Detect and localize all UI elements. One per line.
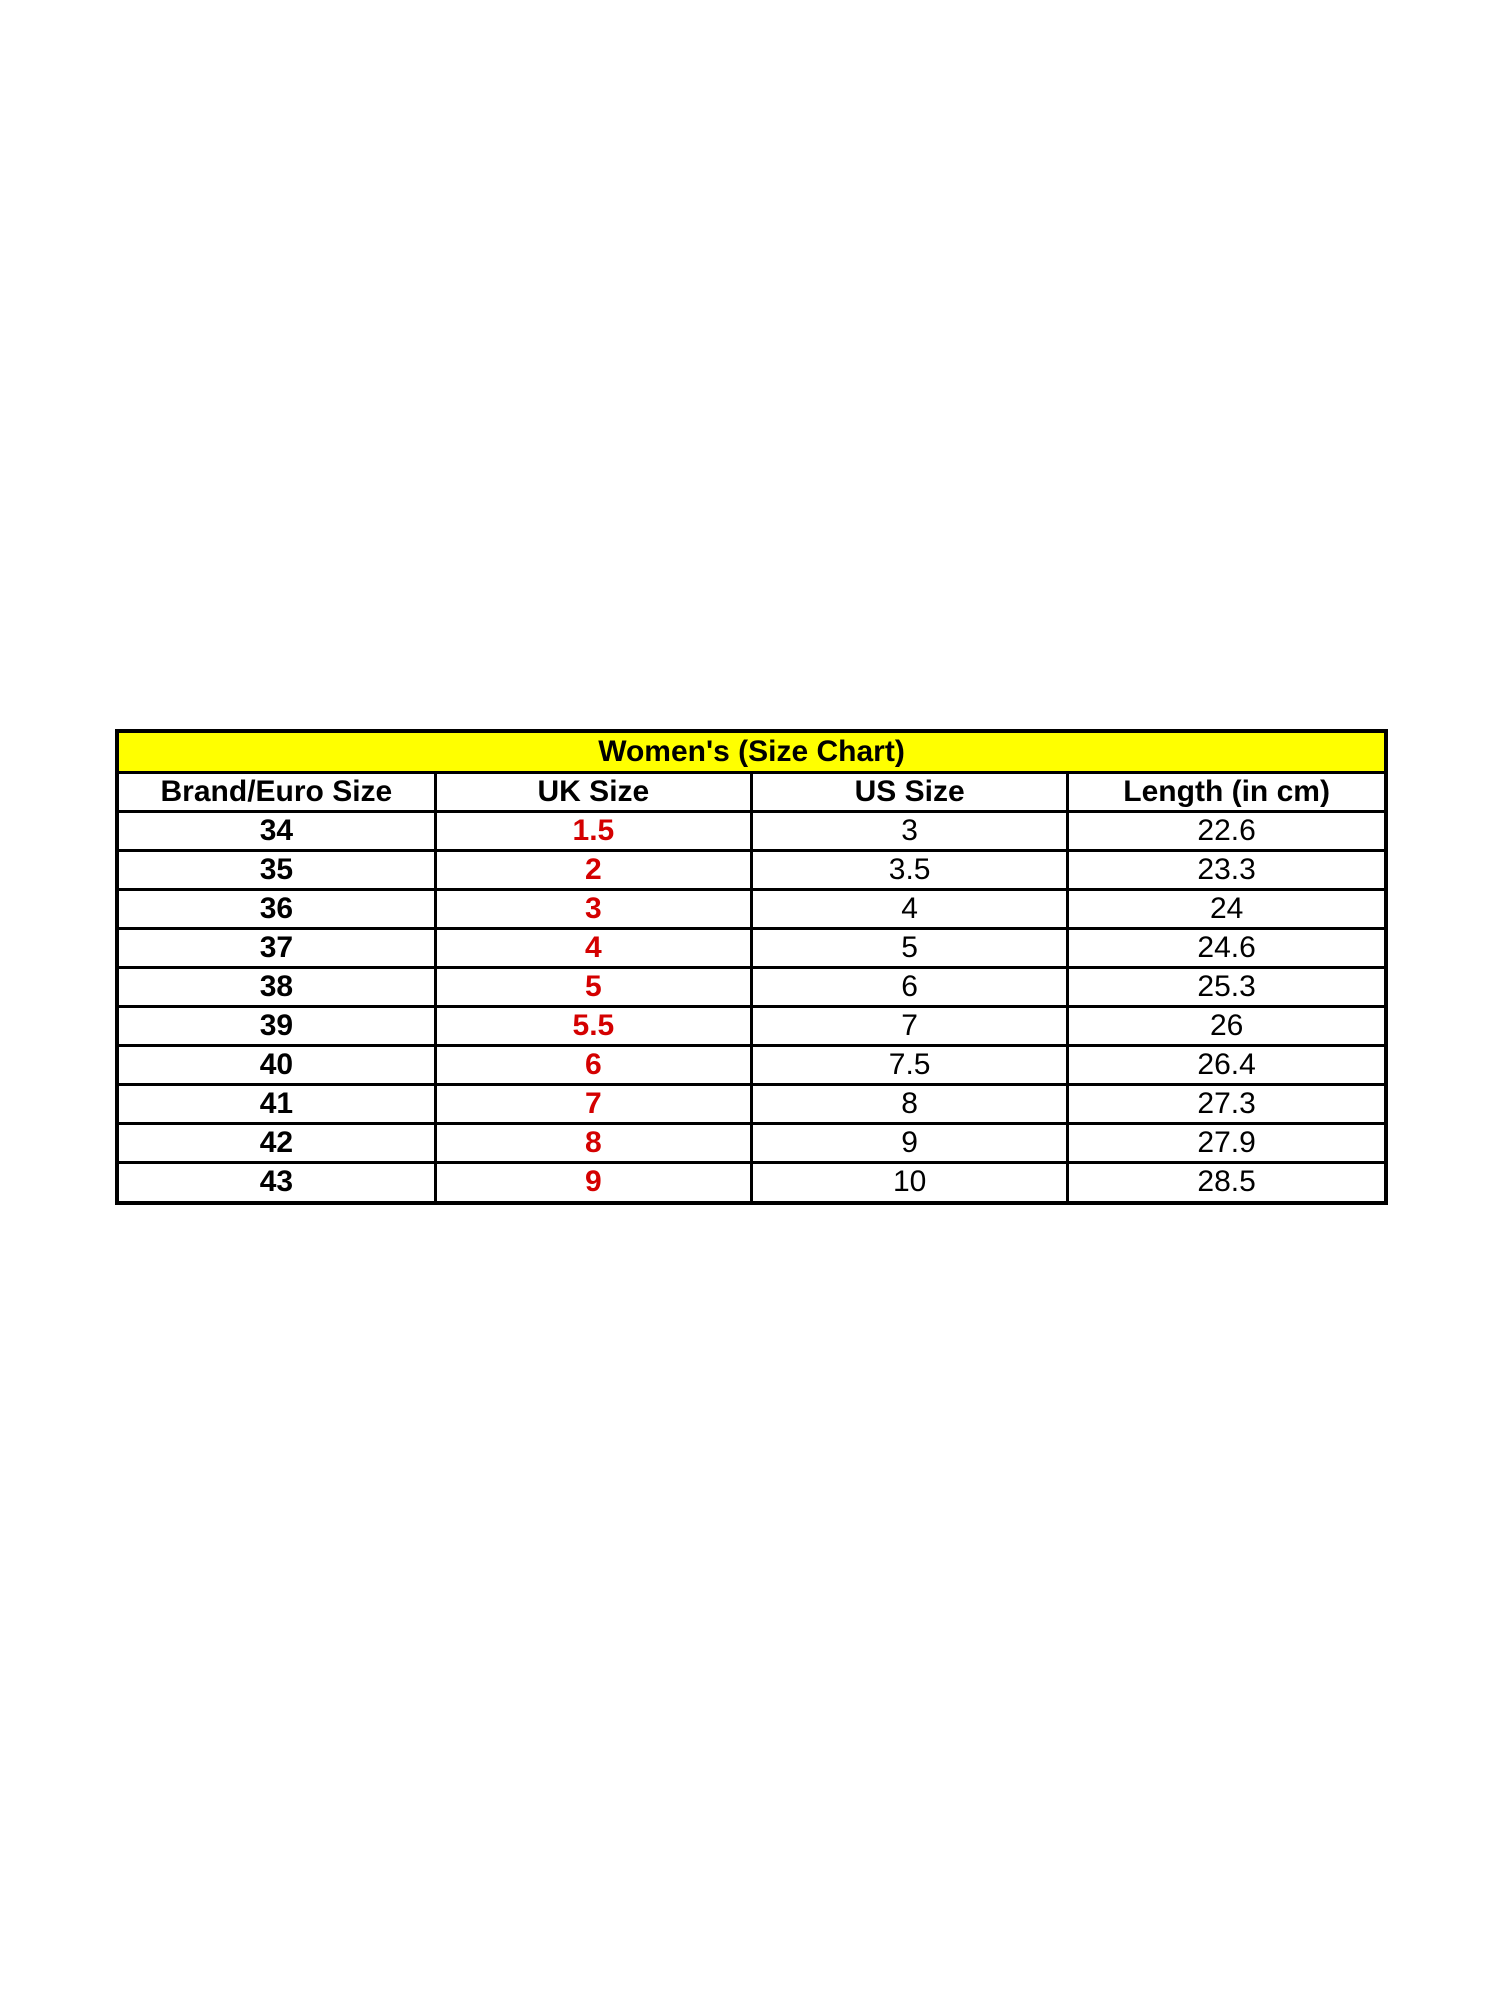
length-cell: 27.9 — [1068, 1123, 1384, 1162]
length-cell: 27.3 — [1068, 1084, 1384, 1123]
table-row — [119, 928, 1384, 967]
euro-size-cell: 38 — [119, 967, 435, 1006]
us-size-cell: 8 — [752, 1084, 1068, 1123]
header-us-size: US Size — [752, 772, 1068, 811]
euro-size-cell: 35 — [119, 850, 435, 889]
us-size-cell: 3.5 — [752, 850, 1068, 889]
us-size-cell: 3 — [752, 811, 1068, 850]
table-row — [119, 1084, 1384, 1123]
table-row — [119, 1162, 1384, 1201]
uk-size-cell: 5 — [435, 967, 751, 1006]
uk-size-cell: 6 — [435, 1045, 751, 1084]
uk-size-cell: 2 — [435, 850, 751, 889]
table-row — [119, 1006, 1384, 1045]
euro-size-cell: 41 — [119, 1084, 435, 1123]
us-size-cell: 4 — [752, 889, 1068, 928]
uk-size-cell: 7 — [435, 1084, 751, 1123]
us-size-cell: 7.5 — [752, 1045, 1068, 1084]
us-size-cell: 5 — [752, 928, 1068, 967]
size-chart — [115, 729, 1388, 1205]
header-length: Length (in cm) — [1068, 772, 1384, 811]
header-row — [119, 772, 1384, 811]
header-uk-size: UK Size — [435, 772, 751, 811]
uk-size-cell: 1.5 — [435, 811, 751, 850]
uk-size-cell: 9 — [435, 1162, 751, 1201]
length-cell: 24 — [1068, 889, 1384, 928]
euro-size-cell: 37 — [119, 928, 435, 967]
euro-size-cell: 39 — [119, 1006, 435, 1045]
header-euro-size: Brand/Euro Size — [119, 772, 435, 811]
us-size-cell: 10 — [752, 1162, 1068, 1201]
table-row — [119, 850, 1384, 889]
uk-size-cell: 3 — [435, 889, 751, 928]
chart-title: Women's (Size Chart) — [119, 733, 1384, 772]
length-cell: 23.3 — [1068, 850, 1384, 889]
uk-size-cell: 4 — [435, 928, 751, 967]
uk-size-cell: 5.5 — [435, 1006, 751, 1045]
euro-size-cell: 40 — [119, 1045, 435, 1084]
size-chart-table — [119, 733, 1384, 1201]
length-cell: 26 — [1068, 1006, 1384, 1045]
table-row — [119, 811, 1384, 850]
us-size-cell: 6 — [752, 967, 1068, 1006]
length-cell: 25.3 — [1068, 967, 1384, 1006]
table-row — [119, 889, 1384, 928]
euro-size-cell: 43 — [119, 1162, 435, 1201]
length-cell: 26.4 — [1068, 1045, 1384, 1084]
length-cell: 28.5 — [1068, 1162, 1384, 1201]
uk-size-cell: 8 — [435, 1123, 751, 1162]
title-row — [119, 733, 1384, 772]
table-row — [119, 1045, 1384, 1084]
table-row — [119, 1123, 1384, 1162]
table-row — [119, 967, 1384, 1006]
length-cell: 24.6 — [1068, 928, 1384, 967]
length-cell: 22.6 — [1068, 811, 1384, 850]
euro-size-cell: 34 — [119, 811, 435, 850]
euro-size-cell: 42 — [119, 1123, 435, 1162]
euro-size-cell: 36 — [119, 889, 435, 928]
us-size-cell: 7 — [752, 1006, 1068, 1045]
us-size-cell: 9 — [752, 1123, 1068, 1162]
